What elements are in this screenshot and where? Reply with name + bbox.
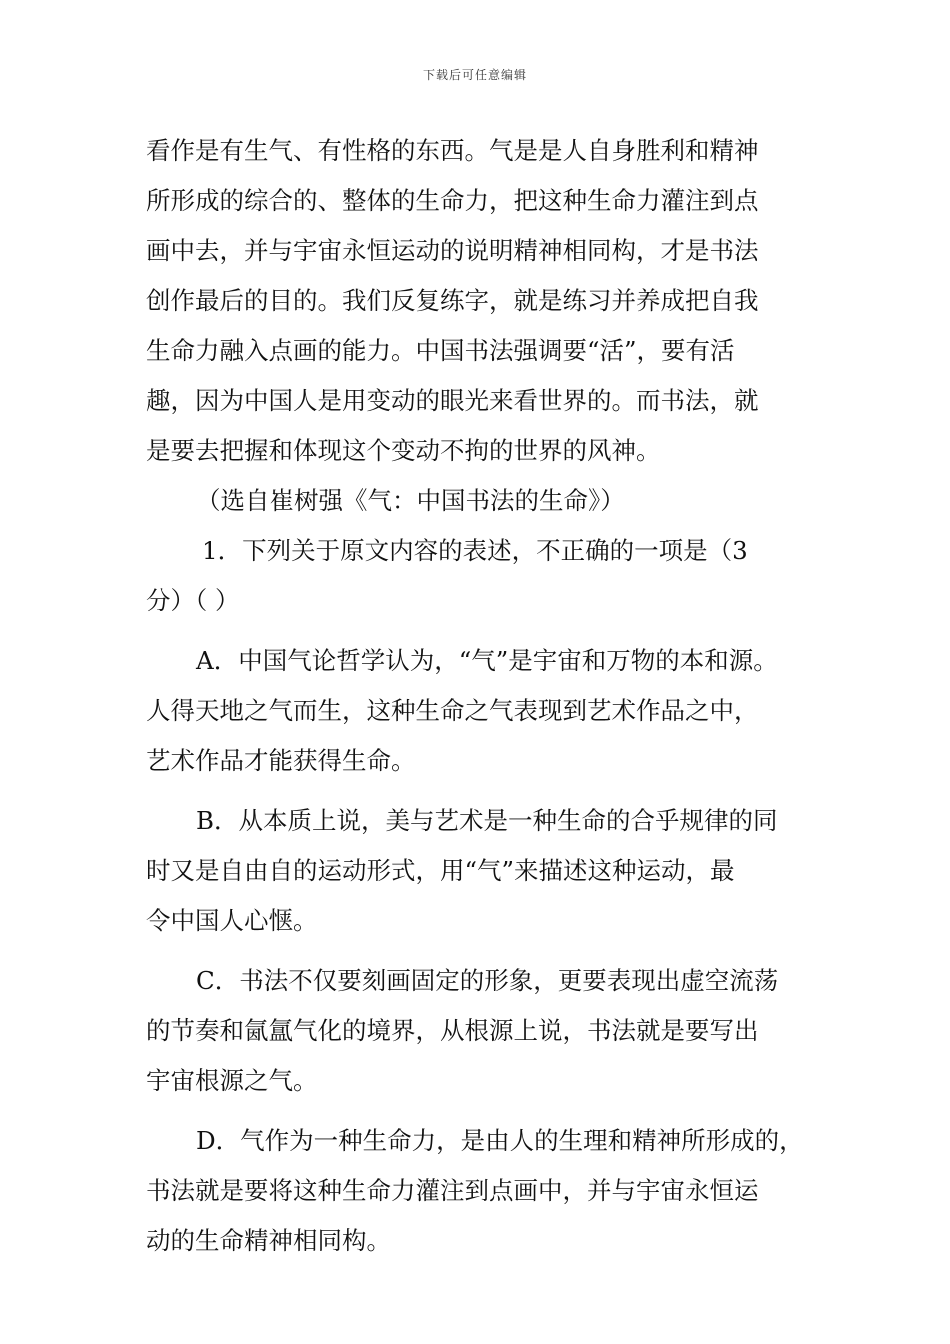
passage-line: 创作最后的目的。我们反复练字，就是练习并养成把自我 bbox=[146, 286, 759, 315]
option-c-line: C．书法不仅要刻画固定的形象，更要表现出虚空流荡 bbox=[196, 966, 779, 995]
page-header: 下载后可任意编辑 bbox=[422, 68, 527, 82]
option-a-line: 艺术作品才能获得生命。 bbox=[146, 746, 416, 775]
option-a-line: 人得天地之气而生，这种生命之气表现到艺术作品之中， bbox=[146, 696, 759, 725]
option-b-line: B．从本质上说，美与艺术是一种生命的合乎规律的同 bbox=[196, 806, 778, 835]
document-body bbox=[146, 126, 806, 1266]
passage-line: 所形成的综合的、整体的生命力，把这种生命力灌注到点 bbox=[146, 186, 759, 215]
passage-line: 画中去，并与宇宙永恒运动的说明精神相同构，才是书法 bbox=[146, 236, 759, 265]
option-d-line: D．气作为一种生命力，是由人的生理和精神所形成的， bbox=[196, 1126, 804, 1155]
option-a-line: A．中国气论哲学认为，“气”是宇宙和万物的本和源。 bbox=[196, 646, 778, 675]
option-b-line: 时又是自由自的运动形式，用“气”来描述这种运动，最 bbox=[146, 856, 735, 885]
question-line: 1．下列关于原文内容的表述，不正确的一项是（3 bbox=[202, 536, 748, 565]
option-d-line: 书法就是要将这种生命力灌注到点画中，并与宇宙永恒运 bbox=[146, 1176, 759, 1205]
option-b-line: 令中国人心惬。 bbox=[146, 906, 318, 935]
passage-paragraph bbox=[146, 126, 806, 476]
question-line: 分）（ ） bbox=[146, 586, 240, 615]
option-c-line: 的节奏和氤氲气化的境界，从根源上说，书法就是要写出 bbox=[146, 1016, 759, 1045]
option-b bbox=[146, 796, 806, 946]
option-d-line: 动的生命精神相同构。 bbox=[146, 1226, 391, 1255]
passage-line: 是要去把握和体现这个变动不拘的世界的风神。 bbox=[146, 436, 661, 465]
passage-line: 看作是有生气、有性格的东西。气是是人自身胜利和精神 bbox=[146, 136, 759, 165]
option-c-line: 宇宙根源之气。 bbox=[146, 1066, 318, 1095]
option-a bbox=[146, 636, 806, 786]
option-c bbox=[146, 956, 806, 1106]
passage-line: 趣，因为中国人是用变动的眼光来看世界的。而书法，就 bbox=[146, 386, 759, 415]
option-d bbox=[146, 1116, 806, 1266]
source-citation: （选自崔树强《气：中国书法的生命》） bbox=[196, 486, 625, 515]
passage-line: 生命力融入点画的能力。中国书法强调要“活”，要有活 bbox=[146, 336, 735, 365]
question-1 bbox=[146, 526, 806, 626]
